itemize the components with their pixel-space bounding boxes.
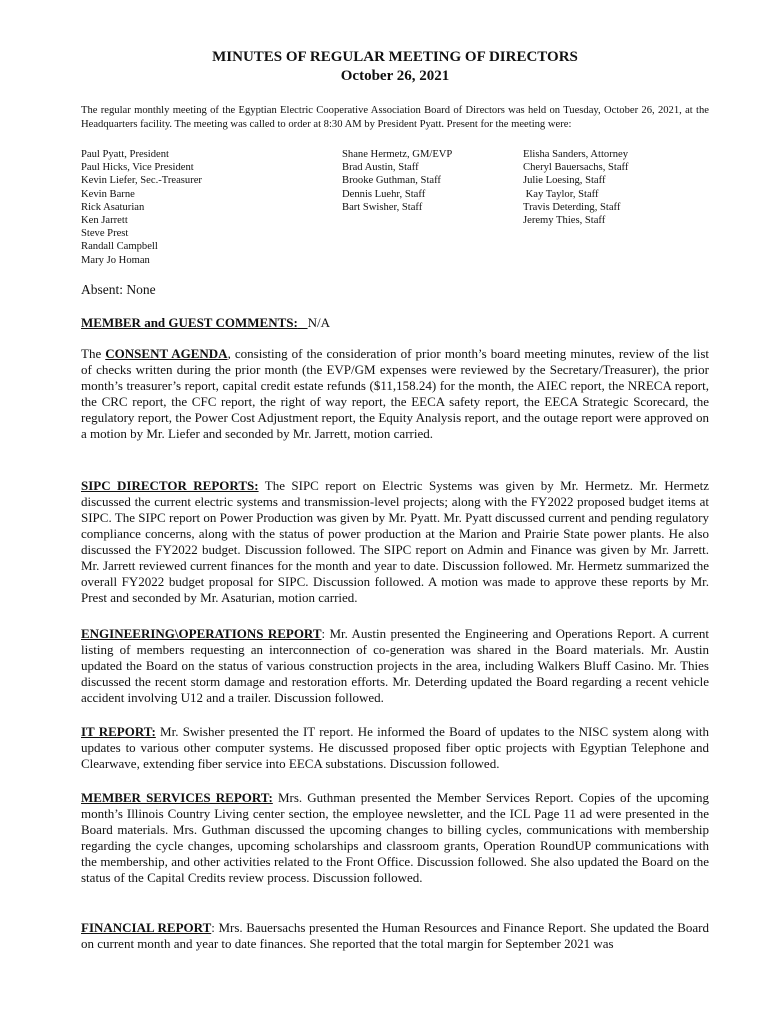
it-report-section (81, 724, 709, 772)
directors-column (81, 148, 321, 267)
section-text: : Mrs. Bauersachs presented the Human Resources and Finance Report. She updated the Board on current month and year to date finances. She reported that the total margin for September 2021 was (81, 920, 709, 951)
section-heading: IT REPORT: (81, 724, 156, 739)
attendee-name: Rick Asaturian (81, 201, 145, 213)
attendee-name: Julie Loesing, Staff (523, 175, 606, 187)
section-heading: FINANCIAL REPORT (81, 920, 212, 935)
attendee-name: Brad Austin, Staff (342, 162, 419, 174)
attendee-name: Kevin Barne (81, 188, 135, 200)
attendee-name: Randall Campbell (81, 241, 158, 253)
attendee-name: Kevin Liefer, Sec.-Treasurer (81, 175, 202, 187)
section-text: The SIPC report on Electric Systems was given by Mr. Hermetz. Mr. Hermetz discussed the current electric systems and transmission-level projects; along with the FY2022 proposed budget items at SIPC. The SIPC report on Power Production was given by Mr. Pyatt. Mr. Pyatt discussed current and pending regulatory compliance concerns, along with the status of power production at the Marion and Prairie State power plants. He also discussed the FY2022 budget. Discussion followed. The SIPC report on Admin and Finance was given by Mr. Jarrett. Mr. Jarrett reviewed current finances for the month and year to date. Discussion followed. Mr. Hermetz summarized the overall FY2022 budget proposal for SIPC. Discussion followed. A motion was made to approve these reports by Mr. Prest and seconded by Mr. Asaturian, motion carried. (81, 478, 709, 605)
attendee-name: Bart Swisher, Staff (342, 201, 423, 213)
member-guest-comments (81, 315, 709, 331)
section-text: : Mr. Austin presented the Engineering and Operations Report. A current listing of members requesting an interconnection of co-generation was shared in the Board materials. Mr. Austin updated the Board on the status of various construction projects in the area, including Walkers Bluff Casino. Mr. Thies discussed the recent storm damage and restoration efforts. Mr. Deterding updated the Board regarding a recent vehicle accident involving U12 and a trailer. Discussion followed. (81, 626, 710, 705)
attendee-name: Ken Jarrett (81, 215, 128, 227)
attendee-name: Shane Hermetz, GM/EVP (342, 149, 453, 160)
meeting-date: October 26, 2021 (340, 68, 450, 84)
attendee-list (81, 148, 709, 274)
section-lead: The (81, 346, 106, 361)
attendee-name: Kay Taylor, Staff (523, 188, 599, 200)
staff-column-1 (342, 148, 512, 214)
attendee-name: Elisha Sanders, Attorney (523, 149, 629, 160)
attendee-name: Dennis Luehr, Staff (342, 188, 426, 200)
attendee-name: Brooke Guthman, Staff (342, 175, 441, 187)
attendee-name: Paul Hicks, Vice President (81, 162, 194, 174)
section-heading: CONSENT AGENDA (105, 346, 228, 361)
engineering-operations-section (81, 626, 709, 706)
attendee-name: Cheryl Bauersachs, Staff (523, 162, 629, 174)
member-services-section (81, 790, 709, 886)
section-text: Mr. Swisher presented the IT report. He informed the Board of updates to the NISC system along with updates to various other computer systems. He discussed proposed fiber optic projects with Egyptian Telephone and Clearwave, extending fiber service into EECA substations. Discussion followed. (81, 724, 710, 771)
intro-paragraph: The regular monthly meeting of the Egyptian Electric Cooperative Association Board of Directors was held on Tuesday, October 26, 2021, at the Headquarters facility. The meeting was called to order at 8:30 AM by President Pyatt. Present for the meeting were: (81, 105, 709, 130)
attendee-name: Steve Prest (81, 228, 129, 240)
section-heading: ENGINEERING\OPERATIONS REPORT (81, 626, 322, 641)
section-text: , consisting of the consideration of prior month’s board meeting minutes, review of the list of checks written during the prior month (the EVP/GM expenses were reviewed by the Secretary/Treasurer), the prior month’s treasurer’s report, capital credit estate refunds ($11,158.24) for the month, the AIEC report, the NRECA report, the CRC report, the CFC report, the right of way report, the EECA safety report, the EECA Strategic Scorecard, the regulatory report, the Power Cost Adjustment report, the Equity Analysis report, and the outage report were approved on a motion by Mr. Liefer and seconded by Mr. Jarrett, motion carried. (81, 346, 710, 441)
consent-agenda-section (81, 346, 709, 442)
financial-report-section (81, 920, 709, 952)
document-title: MINUTES OF REGULAR MEETING OF DIRECTORS (212, 49, 578, 65)
section-value: N/A (307, 315, 330, 330)
staff-column-2 (523, 148, 709, 227)
attendee-name: Mary Jo Homan (81, 254, 150, 266)
absent-line: Absent: None (81, 282, 156, 297)
section-heading: MEMBER and GUEST COMMENTS: (81, 315, 298, 330)
section-text: Mrs. Guthman presented the Member Services Report. Copies of the upcoming month’s Illinois Country Living center section, the employee newsletter, and the ICL Page 11 ad were presented in the Board materials. Mrs. Guthman discussed the upcoming changes to billing cycles, communications with membership regarding the cycle changes, upcoming scholarships and classroom grants, Operation RoundUP communications with the membership, and other activities related to the Front Office. Discussion followed. She also updated the Board on the status of the Capital Credits review process. Discussion followed. (81, 790, 709, 885)
section-heading: MEMBER SERVICES REPORT: (81, 790, 273, 805)
section-heading: SIPC DIRECTOR REPORTS: (81, 478, 259, 493)
attendee-name: Jeremy Thies, Staff (523, 215, 606, 227)
sipc-reports-section (81, 478, 709, 606)
attendee-name: Travis Deterding, Staff (523, 201, 621, 213)
attendee-name: Paul Pyatt, President (81, 149, 169, 160)
